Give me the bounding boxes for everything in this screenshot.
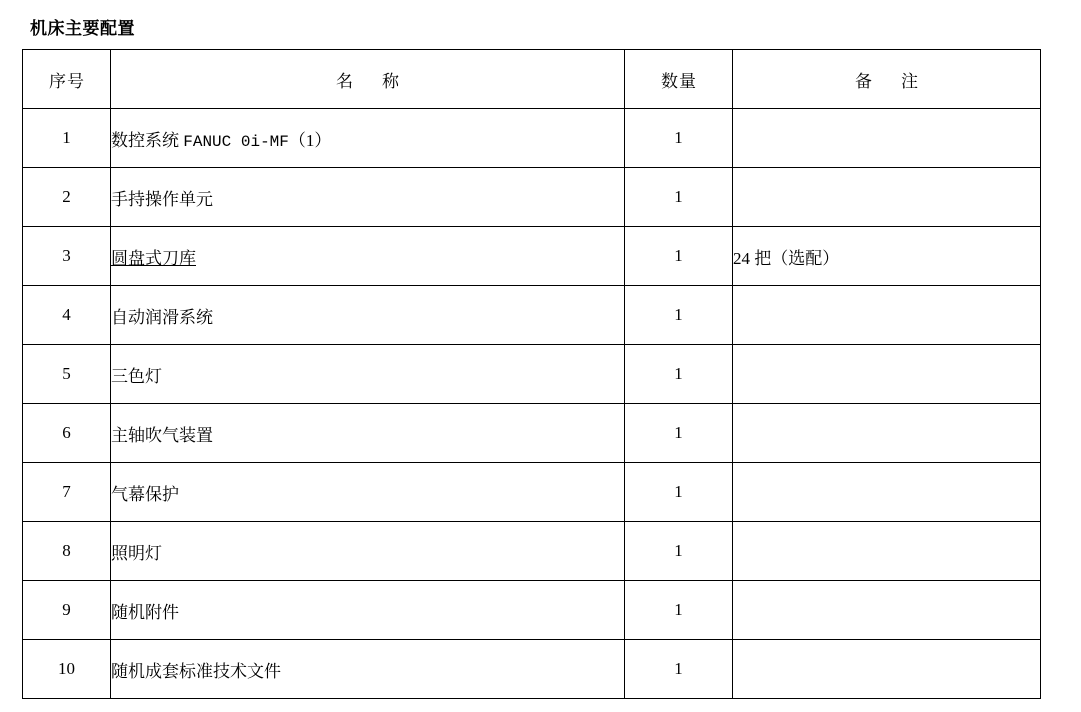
cell-index: 1 [23,109,111,168]
cell-remark [733,404,1041,463]
table-row [23,286,1041,345]
cell-remark [733,286,1041,345]
cell-quantity: 1 [625,345,733,404]
table-body [23,109,1041,699]
name-text: 主轴吹气装置 [111,425,213,445]
cell-name [111,640,625,699]
table-row [23,168,1041,227]
table-row [23,581,1041,640]
cell-index: 3 [23,227,111,286]
cell-index: 4 [23,286,111,345]
cell-quantity: 1 [625,463,733,522]
cell-index: 8 [23,522,111,581]
cell-quantity: 1 [625,227,733,286]
name-text: 随机附件 [111,602,179,622]
cell-quantity: 1 [625,109,733,168]
cell-index: 2 [23,168,111,227]
column-header-name: 名 称 [111,50,625,109]
name-text: 手持操作单元 [111,189,213,209]
table-header-row [23,50,1041,109]
table-row [23,404,1041,463]
cell-remark [733,463,1041,522]
cell-name [111,168,625,227]
column-header-remark: 备 注 [733,50,1041,109]
name-prefix: 数控系统 [111,130,184,150]
cell-quantity: 1 [625,168,733,227]
cell-remark: 24 把（选配） [733,227,1041,286]
page-title: 机床主要配置 [30,19,135,38]
name-text: 随机成套标准技术文件 [111,661,281,681]
cell-index: 10 [23,640,111,699]
cell-name [111,581,625,640]
name-text: 自动润滑系统 [111,307,213,327]
name-text: 照明灯 [111,543,162,563]
cell-quantity: 1 [625,522,733,581]
cell-quantity: 1 [625,286,733,345]
name-text: 气幕保护 [111,484,179,504]
name-text-link[interactable]: 圆盘式刀库 [111,248,196,268]
cell-name [111,286,625,345]
name-text: 三色灯 [111,366,162,386]
cell-name [111,404,625,463]
cell-quantity: 1 [625,640,733,699]
table-row [23,227,1041,286]
cell-name [111,227,625,286]
cell-name [111,522,625,581]
table-row [23,345,1041,404]
cell-remark [733,522,1041,581]
cell-index: 7 [23,463,111,522]
cell-remark [733,640,1041,699]
table-row [23,640,1041,699]
cell-remark [733,581,1041,640]
cell-name [111,345,625,404]
cell-quantity: 1 [625,581,733,640]
table-header [23,50,1041,109]
cell-index: 6 [23,404,111,463]
cell-remark [733,168,1041,227]
column-header-no: 序号 [23,50,111,109]
cell-name [111,109,625,168]
cell-remark [733,345,1041,404]
cell-index: 5 [23,345,111,404]
cell-remark [733,109,1041,168]
machine-configuration-table [22,49,1041,699]
cell-quantity: 1 [625,404,733,463]
name-model-code: FANUC 0i-MF [183,132,289,151]
column-header-qty: 数量 [625,50,733,109]
table-row [23,109,1041,168]
name-suffix: （1） [288,130,332,150]
table-row [23,463,1041,522]
table-row [23,522,1041,581]
cell-index: 9 [23,581,111,640]
name-text [111,131,331,150]
cell-name [111,463,625,522]
